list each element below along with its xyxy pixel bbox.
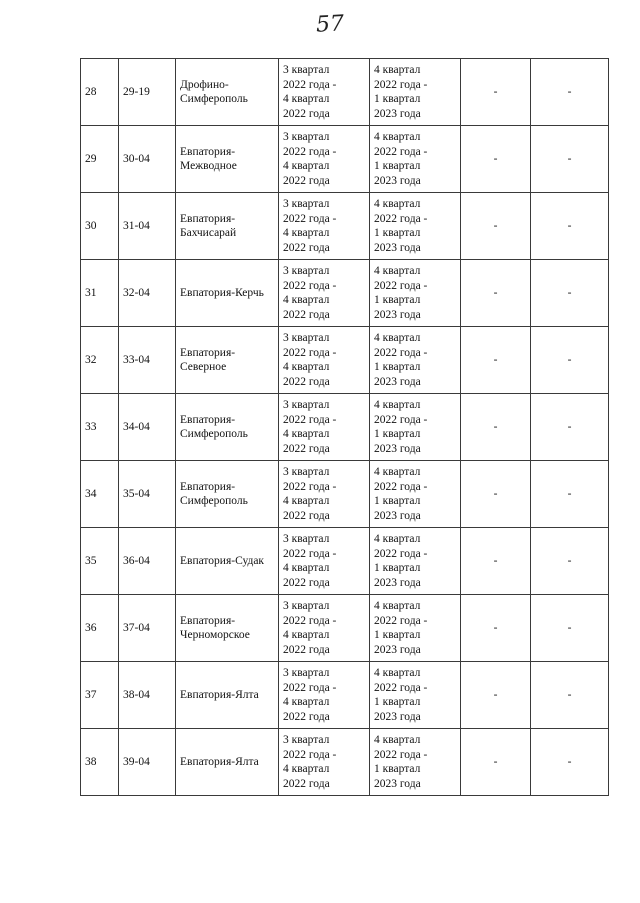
page-number: 57 xyxy=(315,11,345,38)
start-period: 3 квартал 2022 года - 4 квартал 2022 года xyxy=(279,528,370,595)
route-name: Евпатория-Симферополь xyxy=(176,394,279,461)
end-period: 4 квартал 2022 года - 1 квартал 2023 года xyxy=(370,394,461,461)
column-8-value: - xyxy=(531,260,609,327)
column-8-value: - xyxy=(531,126,609,193)
table-row xyxy=(81,394,609,461)
row-number: 31 xyxy=(81,260,119,327)
route-name: Дрофино-Симферополь xyxy=(176,59,279,126)
start-period: 3 квартал 2022 года - 4 квартал 2022 года xyxy=(279,461,370,528)
route-code: 34-04 xyxy=(119,394,176,461)
column-8-value: - xyxy=(531,327,609,394)
column-7-value: - xyxy=(461,662,531,729)
routes-table xyxy=(80,58,609,796)
start-period: 3 квартал 2022 года - 4 квартал 2022 года xyxy=(279,327,370,394)
column-7-value: - xyxy=(461,461,531,528)
route-code: 33-04 xyxy=(119,327,176,394)
route-code: 30-04 xyxy=(119,126,176,193)
start-period: 3 квартал 2022 года - 4 квартал 2022 года xyxy=(279,662,370,729)
column-7-value: - xyxy=(461,729,531,796)
route-name: Евпатория-Ялта xyxy=(176,662,279,729)
route-code: 39-04 xyxy=(119,729,176,796)
start-period: 3 квартал 2022 года - 4 квартал 2022 года xyxy=(279,126,370,193)
route-name: Евпатория-Симферополь xyxy=(176,461,279,528)
column-8-value: - xyxy=(531,595,609,662)
route-name: Евпатория-Керчь xyxy=(176,260,279,327)
end-period: 4 квартал 2022 года - 1 квартал 2023 года xyxy=(370,528,461,595)
column-7-value: - xyxy=(461,193,531,260)
route-name: Евпатория-Судак xyxy=(176,528,279,595)
table-row xyxy=(81,595,609,662)
start-period: 3 квартал 2022 года - 4 квартал 2022 года xyxy=(279,595,370,662)
route-name: Евпатория-Северное xyxy=(176,327,279,394)
end-period: 4 квартал 2022 года - 1 квартал 2023 года xyxy=(370,126,461,193)
table-row xyxy=(81,59,609,126)
column-7-value: - xyxy=(461,528,531,595)
column-8-value: - xyxy=(531,193,609,260)
row-number: 32 xyxy=(81,327,119,394)
row-number: 37 xyxy=(81,662,119,729)
end-period: 4 квартал 2022 года - 1 квартал 2023 года xyxy=(370,59,461,126)
start-period: 3 квартал 2022 года - 4 квартал 2022 года xyxy=(279,193,370,260)
table-row xyxy=(81,327,609,394)
table-row xyxy=(81,126,609,193)
column-7-value: - xyxy=(461,59,531,126)
column-8-value: - xyxy=(531,59,609,126)
column-8-value: - xyxy=(531,528,609,595)
route-code: 31-04 xyxy=(119,193,176,260)
end-period: 4 квартал 2022 года - 1 квартал 2023 года xyxy=(370,260,461,327)
route-code: 36-04 xyxy=(119,528,176,595)
end-period: 4 квартал 2022 года - 1 квартал 2023 года xyxy=(370,461,461,528)
start-period: 3 квартал 2022 года - 4 квартал 2022 года xyxy=(279,394,370,461)
route-name: Евпатория-Ялта xyxy=(176,729,279,796)
route-name: Евпатория-Черноморское xyxy=(176,595,279,662)
row-number: 28 xyxy=(81,59,119,126)
column-8-value: - xyxy=(531,729,609,796)
route-name: Евпатория-Бахчисарай xyxy=(176,193,279,260)
table-row xyxy=(81,193,609,260)
row-number: 35 xyxy=(81,528,119,595)
row-number: 29 xyxy=(81,126,119,193)
row-number: 30 xyxy=(81,193,119,260)
end-period: 4 квартал 2022 года - 1 квартал 2023 года xyxy=(370,662,461,729)
column-7-value: - xyxy=(461,394,531,461)
end-period: 4 квартал 2022 года - 1 квартал 2023 года xyxy=(370,729,461,796)
table-row xyxy=(81,461,609,528)
start-period: 3 квартал 2022 года - 4 квартал 2022 года xyxy=(279,59,370,126)
row-number: 36 xyxy=(81,595,119,662)
table-row xyxy=(81,729,609,796)
route-name: Евпатория-Межводное xyxy=(176,126,279,193)
column-7-value: - xyxy=(461,260,531,327)
column-8-value: - xyxy=(531,394,609,461)
route-code: 32-04 xyxy=(119,260,176,327)
row-number: 33 xyxy=(81,394,119,461)
start-period: 3 квартал 2022 года - 4 квартал 2022 года xyxy=(279,260,370,327)
end-period: 4 квартал 2022 года - 1 квартал 2023 года xyxy=(370,327,461,394)
route-code: 35-04 xyxy=(119,461,176,528)
table-row xyxy=(81,260,609,327)
end-period: 4 квартал 2022 года - 1 квартал 2023 года xyxy=(370,193,461,260)
row-number: 38 xyxy=(81,729,119,796)
column-7-value: - xyxy=(461,327,531,394)
column-7-value: - xyxy=(461,595,531,662)
route-code: 38-04 xyxy=(119,662,176,729)
start-period: 3 квартал 2022 года - 4 квартал 2022 года xyxy=(279,729,370,796)
column-8-value: - xyxy=(531,662,609,729)
row-number: 34 xyxy=(81,461,119,528)
column-8-value: - xyxy=(531,461,609,528)
route-code: 37-04 xyxy=(119,595,176,662)
route-code: 29-19 xyxy=(119,59,176,126)
table-row xyxy=(81,528,609,595)
column-7-value: - xyxy=(461,126,531,193)
end-period: 4 квартал 2022 года - 1 квартал 2023 года xyxy=(370,595,461,662)
table-row xyxy=(81,662,609,729)
